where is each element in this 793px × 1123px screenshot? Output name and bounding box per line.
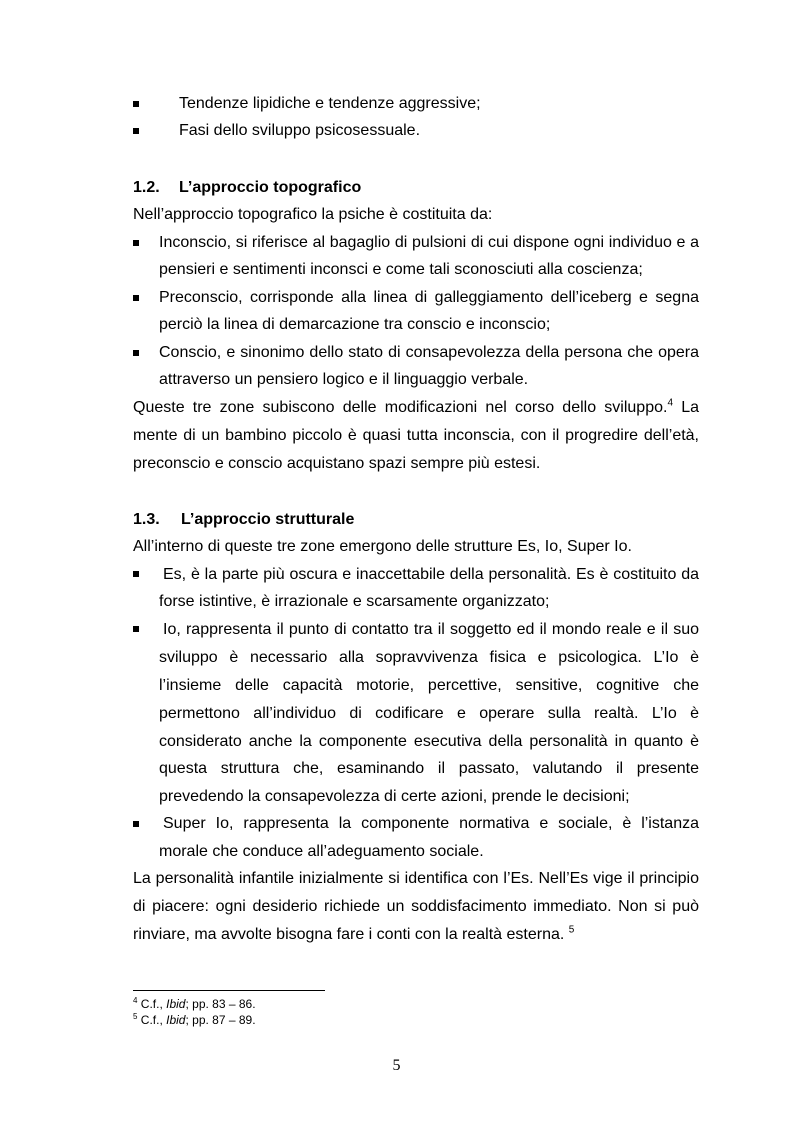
- footnote-ibid: Ibid: [166, 1013, 186, 1027]
- footnote-text: ; pp. 87 – 89.: [185, 1013, 256, 1027]
- section-number: 1.2.: [133, 179, 160, 196]
- footnote-number: 4: [133, 996, 138, 1005]
- paragraph-line: [133, 925, 574, 945]
- page-number: 5: [392, 1057, 401, 1074]
- paragraph-line: preconscio e conscio acquistano spazi sempre più estesi.: [133, 455, 541, 472]
- footnote: [133, 1013, 256, 1027]
- list-item-line: morale che conduce all’adeguamento sociale.: [159, 843, 484, 860]
- bullet-icon: [133, 350, 139, 356]
- paragraph-line: La personalità infantile inizialmente si identifica con l’Es. Nell’Es vige il principio: [133, 870, 699, 887]
- footnote-ibid: Ibid: [166, 997, 186, 1011]
- paragraph-text: rinviare, ma avvolte bisogna fare i conti con la realtà esterna.: [133, 926, 569, 943]
- bullet-icon: [133, 128, 139, 134]
- bullet-icon: [133, 101, 139, 107]
- list-item-line: considerato anche la componente esecutiva della personalità in quanto è: [159, 733, 699, 750]
- footnote-ref[interactable]: 4: [667, 397, 673, 409]
- list-item-line: Preconscio, corrisponde alla linea di galleggiamento dell’iceberg e segna: [159, 289, 699, 306]
- list-item: Fasi dello sviluppo psicosessuale.: [179, 122, 421, 139]
- paragraph-line: mente di un bambino piccolo è quasi tutta inconscia, con il progredire dell’età,: [133, 427, 699, 444]
- list-item-line: pensieri e sentimenti inconsci e come tali sconosciuti alla coscienza;: [159, 261, 643, 278]
- paragraph-line: di piacere: ogni desiderio richiede un soddisfacimento immediato. Non si può: [133, 898, 699, 915]
- list-item-line: prevedendo la consapevolezza di certe azioni, prende le decisioni;: [159, 788, 630, 805]
- list-item-line: attraverso un pensiero logico e il linguaggio verbale.: [159, 371, 529, 388]
- section-number: 1.3.: [133, 511, 160, 528]
- list-item-line: perciò la linea di demarcazione tra conscio e inconscio;: [159, 316, 551, 333]
- paragraph-text: La: [673, 399, 699, 416]
- list-item-line: Io, rappresenta il punto di contatto tra il soggetto ed il mondo reale e il suo: [163, 621, 699, 638]
- list-item-line: permettono all’individuo di codificare e operare sulla realtà. L’Io è: [159, 705, 699, 722]
- list-item-line: sviluppo è necessario alla sopravvivenza fisica e psicologica. L’Io è: [159, 649, 699, 666]
- list-item-line: questa struttura che, esaminando il passato, valutando il presente: [159, 760, 699, 777]
- paragraph-text: Queste tre zone subiscono delle modificazioni nel corso dello sviluppo.: [133, 399, 668, 416]
- section-intro: All’interno di queste tre zone emergono delle strutture Es, Io, Super Io.: [133, 538, 632, 555]
- list-item-line: forse istintive, è irrazionale e scarsamente organizzato;: [159, 593, 550, 610]
- footnote: [133, 997, 256, 1011]
- list-item-line: Es, è la parte più oscura e inaccettabile della personalità. Es è costituito da: [163, 566, 699, 583]
- list-item-line: l’insieme delle capacità motorie, percettive, sensitive, cognitive che: [159, 677, 699, 694]
- list-item-line: Conscio, e sinonimo dello stato di consapevolezza della persona che opera: [159, 344, 699, 361]
- section-title: L’approccio topografico: [179, 179, 362, 196]
- section-title: L’approccio strutturale: [181, 511, 355, 528]
- footnote-ref[interactable]: 5: [568, 924, 575, 936]
- footnote-separator: [133, 990, 325, 991]
- footnote-text: ; pp. 83 – 86.: [185, 997, 256, 1011]
- bullet-icon: [133, 295, 139, 301]
- bullet-icon: [133, 821, 139, 827]
- section-intro: Nell’approccio topografico la psiche è costituita da:: [133, 206, 493, 223]
- bullet-icon: [133, 571, 139, 577]
- footnote-number: 5: [133, 1012, 138, 1021]
- footnote-text: C.f.,: [137, 1013, 167, 1027]
- list-item: Tendenze lipidiche e tendenze aggressive;: [179, 95, 481, 112]
- footnote-text: C.f.,: [137, 997, 167, 1011]
- list-item-line: Super Io, rappresenta la componente normativa e sociale, è l’istanza: [163, 815, 699, 832]
- bullet-icon: [133, 240, 139, 246]
- paragraph-line: [133, 398, 699, 418]
- bullet-icon: [133, 626, 139, 632]
- list-item-line: Inconscio, si riferisce al bagaglio di pulsioni di cui dispone ogni individuo e a: [159, 234, 699, 251]
